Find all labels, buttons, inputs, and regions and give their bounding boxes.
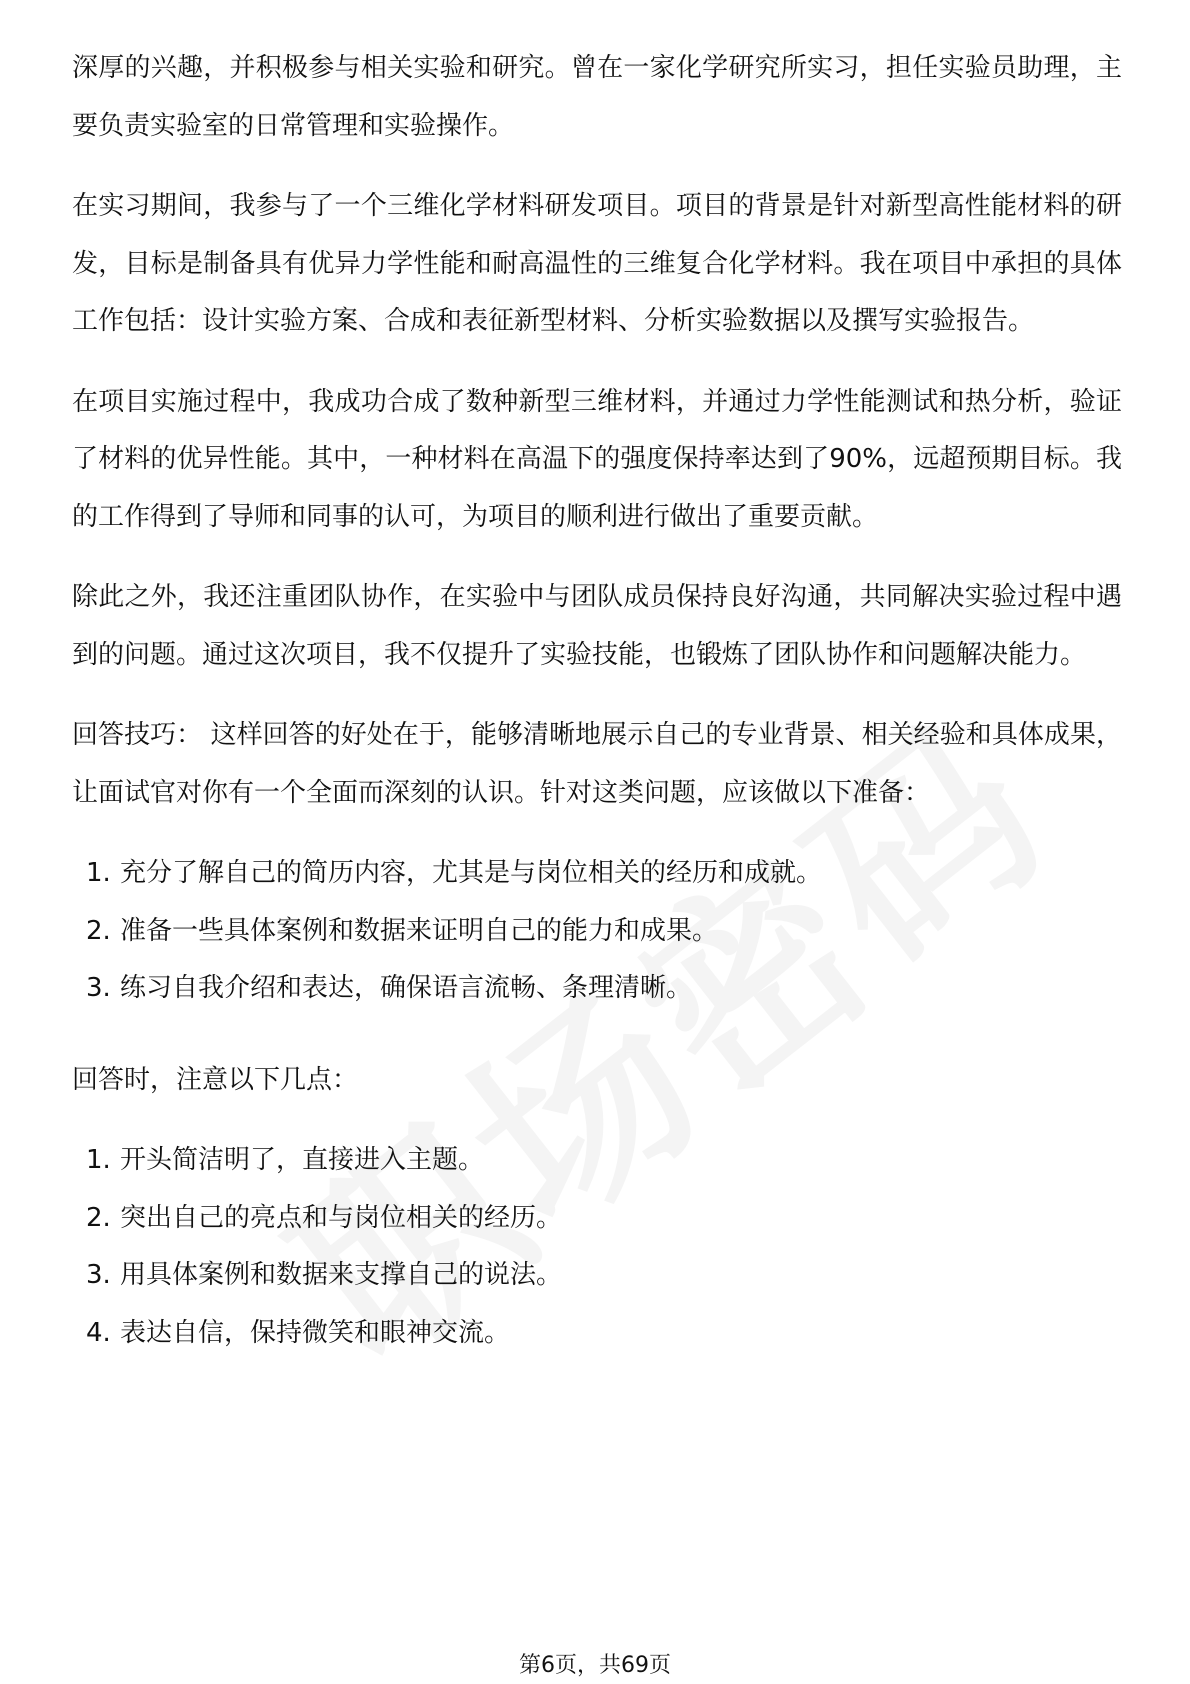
preparation-list: [72, 845, 1122, 1018]
list-text: 突出自己的亮点和与岗位相关的经历。: [120, 1202, 563, 1233]
paragraph-internship-project: 在实习期间，我参与了一个三维化学材料研发项目。项目的背景是针对新型高性能材料的研发，目标是制备具有优异力学性能和耐高温性的三维复合化学材料。我在项目中承担的具体工作包括：设计实验方案、合成和表征新型材料、分析实验数据以及撰写实验报告。: [72, 191, 1122, 336]
list-number: 3.: [86, 1260, 111, 1290]
list-item: [72, 1190, 1122, 1248]
notes-list: [72, 1132, 1122, 1362]
list-text: 开头简洁明了，直接进入主题。: [120, 1145, 485, 1175]
list-item: [72, 1132, 1122, 1190]
list-item: [72, 845, 1122, 903]
list-item: [72, 903, 1122, 961]
list-text: 充分了解自己的简历内容，尤其是与岗位相关的经历和成就。: [120, 858, 823, 888]
paragraph-project-results: 在项目实施过程中，我成功合成了数种新型三维材料，并通过力学性能测试和热分析，验证了材料的优异性能。其中，一种材料在高温下的强度保持率达到了90%，远超预期目标。我的工作得到了导师和同事的认可，为项目的顺利进行做出了重要贡献。: [72, 386, 1122, 532]
list-item: [72, 1305, 1122, 1363]
list-number: 3.: [86, 973, 111, 1003]
list-text: 准备一些具体案例和数据来证明自己的能力和成果。: [120, 915, 719, 946]
paragraph-background: 深厚的兴趣，并积极参与相关实验和研究。曾在一家化学研究所实习，担任实验员助理，主要负责实验室的日常管理和实验操作。: [72, 53, 1122, 141]
notes-heading: 回答时，注意以下几点：: [72, 1064, 359, 1095]
list-number: 1.: [86, 858, 111, 888]
page-number: 第6页，共69页: [519, 1653, 671, 1678]
list-text: 表达自信，保持微笑和眼神交流。: [120, 1317, 511, 1348]
paragraph-answer-tips: 回答技巧： 这样回答的好处在于，能够清晰地展示自己的专业背景、相关经验和具体成果，让面试官对你有一个全面而深刻的认识。针对这类问题，应该做以下准备：: [72, 720, 1122, 808]
list-number: 4.: [86, 1317, 111, 1348]
list-number: 2.: [86, 1202, 111, 1233]
list-item: [72, 960, 1122, 1018]
list-text: 练习自我介绍和表达，确保语言流畅、条理清晰。: [120, 973, 693, 1003]
list-number: 1.: [86, 1145, 111, 1175]
list-number: 2.: [86, 915, 111, 946]
list-item: [72, 1247, 1122, 1305]
page-content: [72, 40, 1122, 1396]
paragraph-teamwork: 除此之外，我还注重团队协作，在实验中与团队成员保持良好沟通，共同解决实验过程中遇到的问题。通过这次项目，我不仅提升了实验技能，也锻炼了团队协作和问题解决能力。: [72, 582, 1122, 670]
list-text: 用具体案例和数据来支撑自己的说法。: [120, 1260, 563, 1290]
